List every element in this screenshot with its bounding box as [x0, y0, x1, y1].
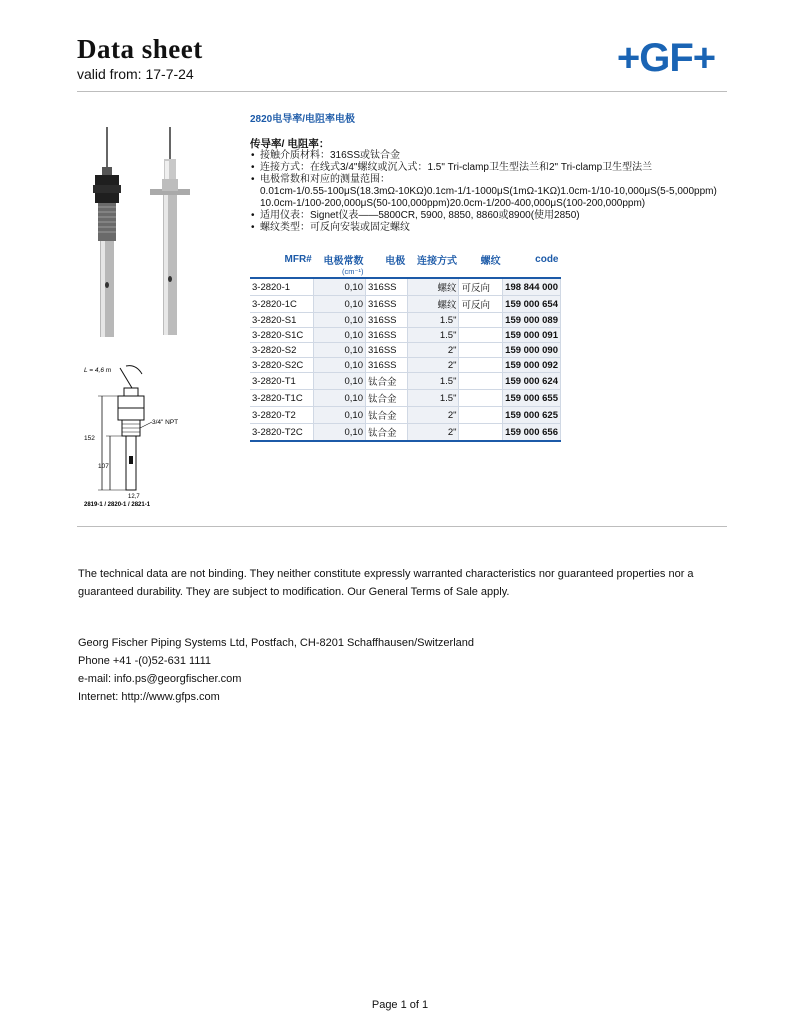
bullet-dot: • — [251, 222, 255, 233]
cell-thread — [459, 313, 503, 328]
cell-constant: 0,10 — [314, 373, 366, 390]
cell-electrode: 钛合金 — [365, 424, 407, 442]
table-row — [250, 373, 561, 390]
cell-connection: 2" — [407, 424, 459, 442]
cell-code: 159 000 625 — [503, 407, 561, 424]
cell-constant: 0,10 — [314, 328, 366, 343]
table-row — [250, 278, 561, 296]
section-heading: 传导率/ 电阻率： — [250, 138, 330, 150]
col-header-constant: 电极常数 — [323, 256, 364, 267]
email: e-mail: info.ps@georgfischer.com — [78, 673, 242, 685]
cell-connection: 1.5" — [407, 373, 459, 390]
disclaimer: The technical data are not binding. They neither constitute expressly warranted characteristics nor guaranteed properties nor a guaranteed durability. They are subject to modification. Our General Terms of Sale apply. — [78, 568, 694, 598]
internet: Internet: http://www.gfps.com — [78, 691, 220, 703]
cell-connection: 1.5" — [407, 328, 459, 343]
cell-mfr: 3-2820-T2 — [250, 407, 314, 424]
cell-connection: 1.5" — [407, 313, 459, 328]
valid-from: valid from: 17-7-24 — [77, 66, 194, 82]
feature-item: • 适用仪表：Signet仪表——5800CR, 5900, 8850, 8860或8900(使用2850) — [251, 210, 580, 221]
header-divider — [77, 91, 727, 92]
cell-mfr: 3-2820-1 — [250, 278, 314, 296]
cell-thread — [459, 390, 503, 407]
gf-logo — [601, 40, 731, 76]
company-address: Georg Fischer Piping Systems Ltd, Postfach, CH-8201 Schaffhausen/Switzerland — [78, 637, 474, 649]
drawing-npt-label: 3/4" NPT — [152, 419, 179, 426]
feature-item: • 连接方式：在线式3/4"螺纹或沉入式：1.5" Tri-clamp卫生型法兰和2" Tri-clamp卫生型法兰 — [251, 162, 653, 173]
cell-code: 159 000 090 — [503, 343, 561, 358]
cell-constant: 0,10 — [314, 296, 366, 313]
drawing-dim-152: 152 — [84, 435, 95, 442]
cell-code: 159 000 089 — [503, 313, 561, 328]
cell-code: 159 000 092 — [503, 358, 561, 373]
cell-connection: 2" — [407, 407, 459, 424]
col-header-electrode: 电极 — [385, 256, 406, 267]
cell-mfr: 3-2820-S1C — [250, 328, 314, 343]
cell-mfr: 3-2820-S2 — [250, 343, 314, 358]
table-row — [250, 313, 561, 328]
cell-thread — [459, 328, 503, 343]
cell-electrode: 316SS — [365, 296, 407, 313]
table-row — [250, 296, 561, 313]
cell-electrode: 316SS — [365, 278, 407, 296]
contact-block — [78, 634, 728, 706]
feature-list — [250, 150, 720, 234]
col-header-mfr: MFR# — [284, 254, 312, 265]
product-title: 2820电导率/电阻率电极 — [250, 114, 356, 125]
cell-mfr: 3-2820-T2C — [250, 424, 314, 442]
col-header-connection: 连接方式 — [416, 256, 457, 267]
phone: Phone +41 -(0)52-631 1111 — [78, 655, 212, 667]
cell-constant: 0,10 — [314, 313, 366, 328]
cell-electrode: 316SS — [365, 313, 407, 328]
cell-electrode: 钛合金 — [365, 373, 407, 390]
cell-thread — [459, 424, 503, 442]
cell-constant: 0,10 — [314, 358, 366, 373]
table-row — [250, 358, 561, 373]
col-header-code: code — [535, 254, 559, 265]
page-title: Data sheet — [77, 34, 203, 64]
dimension-drawing — [80, 358, 190, 510]
cell-code: 198 844 000 — [503, 278, 561, 296]
cell-mfr: 3-2820-S1 — [250, 313, 314, 328]
drawing-dim-107: 107 — [98, 463, 109, 470]
electrode-photo — [82, 127, 202, 349]
cell-thread — [459, 373, 503, 390]
cell-connection: 螺纹 — [407, 278, 459, 296]
cell-electrode: 316SS — [365, 343, 407, 358]
cell-thread: 可反向 — [459, 296, 503, 313]
cell-thread — [459, 407, 503, 424]
cell-electrode: 316SS — [365, 358, 407, 373]
bullet-dot: • — [251, 150, 255, 161]
cell-mfr: 3-2820-T1 — [250, 373, 314, 390]
cell-code: 159 000 655 — [503, 390, 561, 407]
cell-connection: 螺纹 — [407, 296, 459, 313]
table-row — [250, 424, 561, 442]
table-row — [250, 328, 561, 343]
bullet-dot: • — [251, 210, 255, 221]
drawing-dia-label: 12,7 — [128, 494, 140, 500]
cell-electrode: 钛合金 — [365, 407, 407, 424]
col-header-thread: 螺纹 — [480, 256, 501, 267]
cell-electrode: 钛合金 — [365, 390, 407, 407]
bullet-dot: • — [251, 162, 255, 173]
product-table — [250, 250, 561, 442]
cell-constant: 0,10 — [314, 407, 366, 424]
drawing-model-label: 2819-1 / 2820-1 / 2821-1 — [84, 502, 151, 508]
cell-connection: 1.5" — [407, 390, 459, 407]
table-row — [250, 407, 561, 424]
cell-thread — [459, 343, 503, 358]
cell-mfr: 3-2820-S2C — [250, 358, 314, 373]
cell-constant: 0,10 — [314, 390, 366, 407]
feature-item: • 螺纹类型：可反向安装或固定螺纹 — [251, 222, 410, 233]
bullet-dot: • — [251, 174, 255, 185]
cell-constant: 0,10 — [314, 343, 366, 358]
table-row — [250, 390, 561, 407]
cell-code: 159 000 656 — [503, 424, 561, 442]
cell-thread: 可反向 — [459, 278, 503, 296]
page-number: Page 1 of 1 — [371, 999, 429, 1011]
drawing-length-label: L = 4,6 m — [84, 367, 112, 374]
cell-thread — [459, 358, 503, 373]
cell-code: 159 000 654 — [503, 296, 561, 313]
feature-item: • 接触介质材料：316SS或钛合金 — [251, 150, 401, 161]
cell-code: 159 000 091 — [503, 328, 561, 343]
table-row — [250, 343, 561, 358]
content-divider — [77, 526, 727, 527]
cell-connection: 2" — [407, 343, 459, 358]
feature-item: • 电极常数和对应的测量范围： 0.01cm-1/0.55-100μS(18.3mΩ-10KΩ)0.1cm-1/1-1000μS(1mΩ-1KΩ)1.0cm-1/10-10,000μS(5-5,000ppm) 10.0cm-1/100-200,000μS(50-100,000ppm)20.0cm-1/200-400,000μS(100-200,000ppm) — [251, 174, 717, 209]
cell-constant: 0,10 — [314, 424, 366, 442]
cell-connection: 2" — [407, 358, 459, 373]
cell-mfr: 3-2820-T1C — [250, 390, 314, 407]
cell-code: 159 000 624 — [503, 373, 561, 390]
cell-mfr: 3-2820-1C — [250, 296, 314, 313]
cell-constant: 0,10 — [314, 278, 366, 296]
cell-electrode: 316SS — [365, 328, 407, 343]
constant-unit: (cm⁻¹) — [342, 267, 364, 276]
logo-text: +GF+ — [616, 40, 716, 76]
